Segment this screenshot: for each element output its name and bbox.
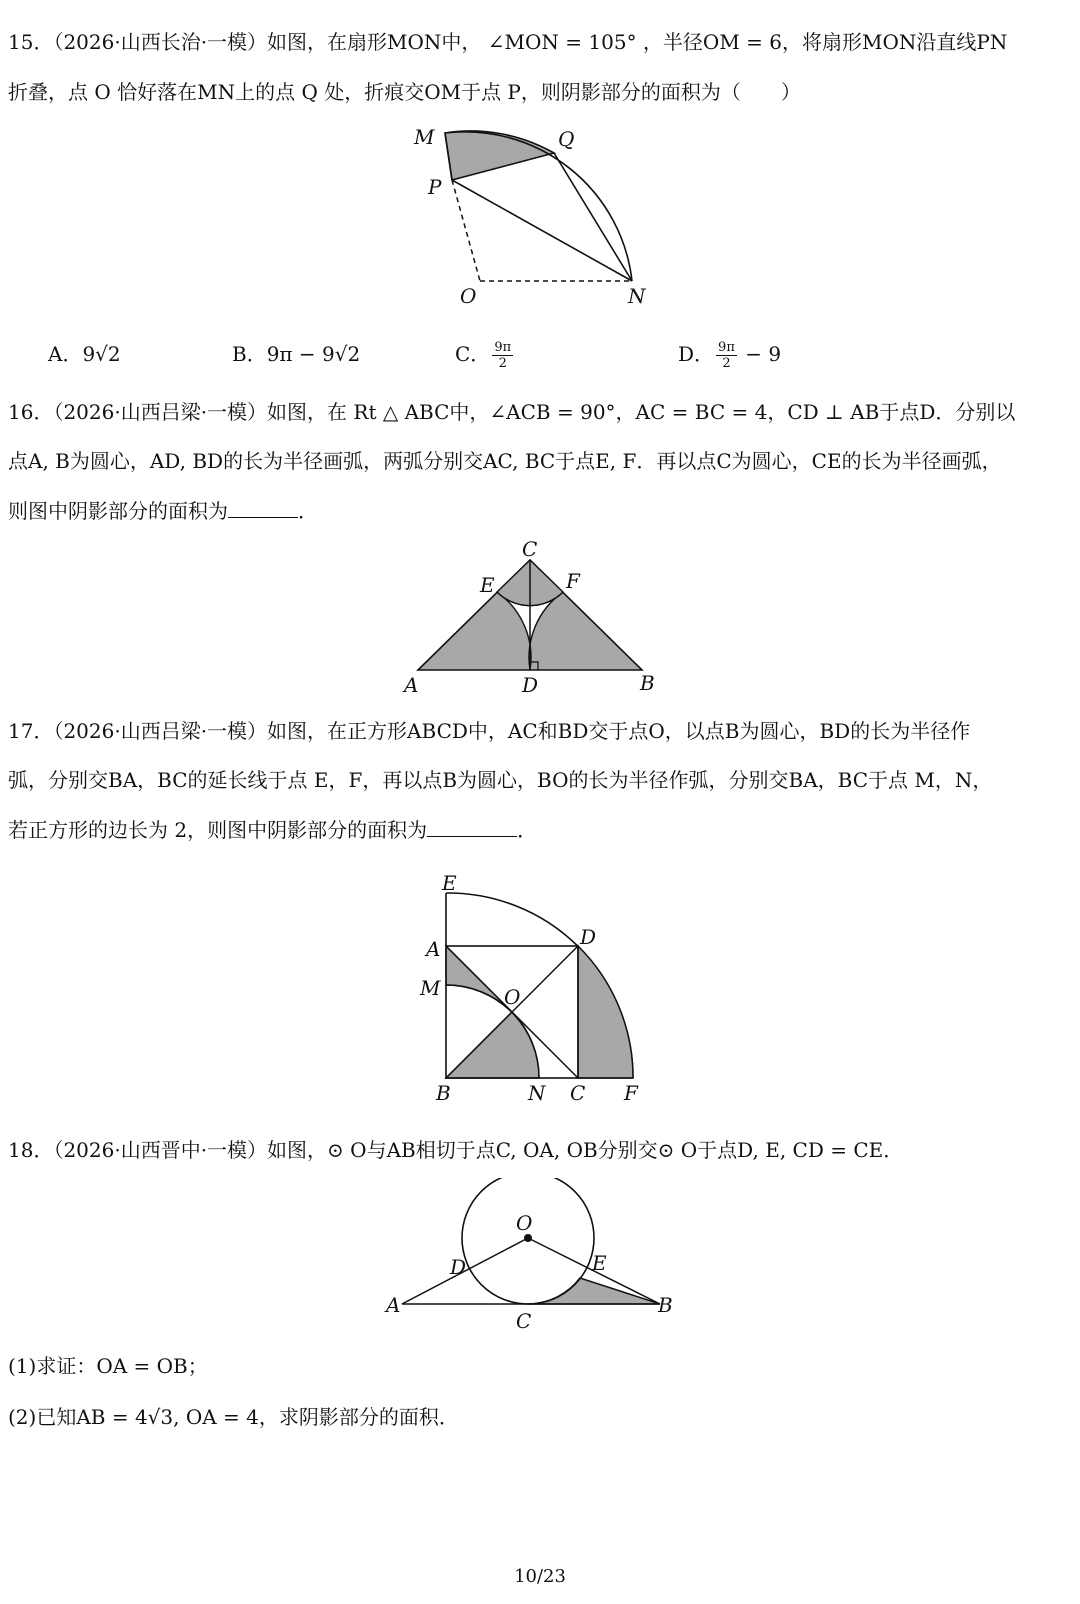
- q15-option-c: [455, 340, 515, 371]
- q16-text-line2: 点A, B为圆心，AD, BD的长为半径画弧，两弧分别交AC, BC于点E, F．再以点C为圆心，CE的长为半径画弧，: [8, 449, 1002, 473]
- q18-label-c: C: [516, 1309, 532, 1333]
- page-number: 10/23: [514, 1566, 566, 1587]
- q17-label-c: C: [570, 1081, 586, 1105]
- q17-text-line2: 弧，分别交BA，BC的延长线于点 E，F，再以点B为圆心，BO的长为半径作弧，分别交BA，BC于点 M，N，: [8, 768, 993, 792]
- q16-answer-blank[interactable]: [228, 497, 298, 518]
- q17-text-line3: [8, 816, 537, 844]
- q17-label-b: B: [436, 1081, 451, 1105]
- q16-text-line3: [8, 497, 318, 525]
- q15-option-c-prefix: C．: [455, 342, 491, 366]
- q17-label-a: A: [426, 937, 441, 961]
- q17-label-m: M: [420, 976, 441, 1000]
- q18-label-d: D: [450, 1255, 467, 1279]
- q18-figure-circle: [380, 1178, 690, 1333]
- q17-text-line1: 17．（2026·山西吕梁·一模）如图，在正方形ABCD中，AC和BD交于点O，以点B为圆心，BD的长为半径作: [8, 719, 971, 743]
- q16-label-a: A: [404, 673, 419, 696]
- q16-text-line3-suffix: ．: [298, 499, 318, 523]
- q17-label-o: O: [504, 985, 521, 1009]
- q15-label-m: M: [414, 125, 435, 149]
- q18-label-b: B: [658, 1293, 673, 1317]
- q15-label-o: O: [460, 284, 477, 308]
- q15-dashed-po: [452, 180, 480, 281]
- q15-line-qn: [554, 153, 632, 281]
- q16-text-line1: 16．（2026·山西吕梁·一模）如图，在 Rt △ ABC中，∠ACB = 90°，AC = BC = 4，CD ⊥ AB于点D．分别以: [8, 400, 1016, 424]
- q16-label-d: D: [522, 673, 539, 696]
- q17-shaded-bottom: [446, 1012, 539, 1078]
- q17-label-n: N: [528, 1081, 546, 1105]
- q18-label-e: E: [592, 1251, 607, 1275]
- q18-subquestion-1: (1)求证：OA = OB；: [8, 1354, 208, 1378]
- q18-label-a: A: [386, 1293, 401, 1317]
- q15-option-d-denominator: 2: [722, 356, 731, 371]
- q15-figure-sector: [400, 118, 660, 313]
- q17-figure-square: [410, 868, 670, 1108]
- q16-label-c: C: [522, 537, 538, 561]
- q18-label-o: O: [516, 1211, 533, 1235]
- q16-figure-triangle: [400, 536, 660, 696]
- q16-label-f: F: [566, 569, 580, 593]
- q15-option-d-numerator: 9π: [718, 340, 735, 355]
- q15-fold-pn: [452, 180, 632, 281]
- q15-option-d: [678, 340, 781, 371]
- q15-option-c-denominator: 2: [498, 356, 507, 371]
- q15-option-a: A．9√2: [48, 342, 121, 366]
- q17-label-d: D: [580, 925, 597, 949]
- q17-label-f: F: [624, 1081, 638, 1105]
- q18-center-dot: [524, 1234, 532, 1242]
- q15-option-d-prefix: D．: [678, 342, 715, 366]
- q17-shaded-right: [578, 946, 633, 1078]
- q18-subquestion-2: (2)已知AB = 4√3, OA = 4，求阴影部分的面积．: [8, 1405, 459, 1429]
- q15-option-d-suffix: − 9: [738, 342, 782, 366]
- q15-text-line1: 15．（2026·山西长治·一模）如图，在扇形MON中， ∠MON = 105° ，半径OM = 6，将扇形MON沿直线PN: [8, 30, 1008, 54]
- q17-text-line3-suffix: ．: [517, 818, 538, 842]
- q18-shaded-region: [528, 1278, 660, 1304]
- q15-option-c-numerator: 9π: [494, 340, 512, 355]
- q17-answer-blank[interactable]: [427, 816, 517, 837]
- q15-option-b: B．9π − 9√2: [232, 342, 361, 366]
- q17-label-e: E: [442, 871, 457, 895]
- q15-label-n: N: [628, 284, 646, 308]
- q16-label-e: E: [480, 573, 495, 597]
- q15-label-q: Q: [558, 127, 575, 151]
- q18-text-line1: 18．（2026·山西晋中·一模）如图，⊙ O与AB相切于点C, OA, OB分别交⊙ O于点D, E, CD = CE．: [8, 1138, 904, 1162]
- q15-option-c-fraction: [492, 340, 513, 371]
- q17-text-line3-prefix: 若正方形的边长为 2，则图中阴影部分的面积为: [8, 818, 428, 842]
- q15-option-d-fraction: [716, 340, 737, 371]
- q16-label-b: B: [640, 671, 655, 695]
- q16-text-line3-prefix: 则图中阴影部分的面积为: [8, 499, 228, 523]
- q15-text-line2: 折叠，点 O 恰好落在MN上的点 Q 处，折痕交OM于点 P，则阴影部分的面积为（ ）: [8, 80, 801, 104]
- q15-label-p: P: [428, 175, 442, 199]
- q15-shaded-region: [445, 131, 554, 180]
